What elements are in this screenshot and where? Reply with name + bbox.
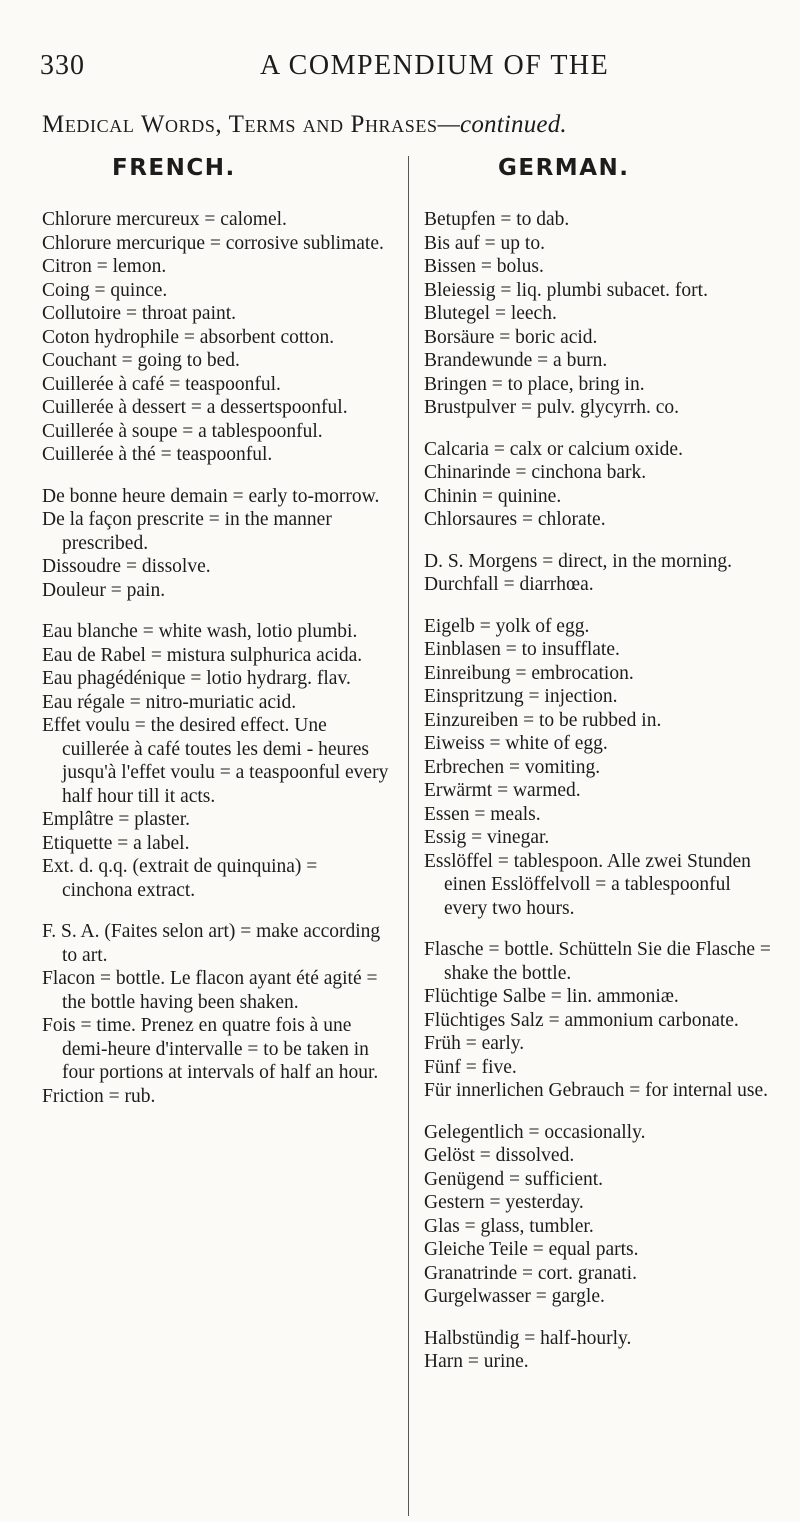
glossary-entry: Essig = vinegar. xyxy=(424,827,550,848)
glossary-entry: Erbrechen = vomiting. xyxy=(424,756,601,778)
glossary-entry: Chinarinde = cinchona bark. xyxy=(424,462,647,483)
glossary-entry: Betupfen = to dab. xyxy=(424,209,570,230)
glossary-entry: Dissoudre = dissolve. xyxy=(42,556,211,577)
glossary-entry: Fois = time. Prenez en quatre fois à une demi-heure d'intervalle = to be taken in four portions at intervals of half an hour. xyxy=(42,1015,379,1083)
glossary-entry: Eigelb = yolk of egg. xyxy=(424,615,590,637)
glossary-entry: Bringen = to place, bring in. xyxy=(424,373,645,395)
glossary-entry: Esslöffel = tablespoon. Alle zwei Stunden einen Esslöffelvoll = a tablespoonful every two hours. xyxy=(424,850,751,919)
glossary-entry: Einreibung = embrocation. xyxy=(424,662,634,684)
glossary-entry: Chlorure mercurique = corrosive sublimate. xyxy=(42,232,384,254)
glossary-entry: Halbstündig = half-hourly. xyxy=(424,1327,632,1349)
glossary-entry: Eiweiss = white of egg. xyxy=(424,733,608,754)
glossary-entry: Einspritzung = injection. xyxy=(424,686,618,707)
glossary-entry: Chlorsaures = chlorate. xyxy=(424,509,606,530)
glossary-entry: Gelegentlich = occasionally. xyxy=(424,1121,646,1143)
continued-label: —continued. xyxy=(437,111,567,138)
glossary-entry: Früh = early. xyxy=(424,1033,525,1054)
glossary-entry: Gurgelwasser = gargle. xyxy=(424,1286,605,1307)
glossary-entry: Essen = meals. xyxy=(424,803,541,825)
glossary-entry: Borsäure = boric acid. xyxy=(424,326,598,348)
page-number: 330 xyxy=(40,50,85,81)
glossary-entry: Eau blanche = white wash, lotio plumbi. xyxy=(42,621,358,642)
glossary-entry: Coing = quince. xyxy=(42,279,168,301)
glossary-entry: Für innerlichen Gebrauch = for internal use. xyxy=(424,1080,769,1101)
glossary-entry: Granatrinde = cort. granati. xyxy=(424,1262,637,1284)
glossary-entry: Einblasen = to insufflate. xyxy=(424,639,620,660)
glossary-entry: Douleur = pain. xyxy=(42,579,166,601)
glossary-entry: Flasche = bottle. Schütteln Sie die Flasche = shake the bottle. xyxy=(424,939,771,984)
glossary-entry: Cuillerée à dessert = a dessertspoonful. xyxy=(42,397,348,418)
glossary-entry: Bissen = bolus. xyxy=(424,256,544,277)
glossary-entry: Couchant = going to bed. xyxy=(42,350,240,371)
glossary-entry: Eau régale = nitro-muriatic acid. xyxy=(42,691,297,713)
glossary-entry: Cuillerée à thé = teaspoonful. xyxy=(42,444,273,465)
glossary-entry: Calcaria = calx or calcium oxide. xyxy=(424,438,683,460)
glossary-entry: Brandewunde = a burn. xyxy=(424,350,608,371)
section-title-text: Medical Words, Terms and Phrases xyxy=(42,111,438,138)
glossary-entry: Genügend = sufficient. xyxy=(424,1168,604,1190)
glossary-entry: Gestern = yesterday. xyxy=(424,1192,584,1213)
glossary-entry: Flüchtige Salbe = lin. ammoniæ. xyxy=(424,986,679,1007)
glossary-entry: Einzureiben = to be rubbed in. xyxy=(424,709,662,731)
glossary-entry: Effet voulu = the desired effect. Une cuillerée à café toutes les demi - heures jusqu'à l'effet voulu = a teaspoonful every half hour till it acts. xyxy=(42,715,389,807)
glossary-entry: Blutegel = leech. xyxy=(424,303,557,324)
glossary-entry: Bleiessig = liq. plumbi subacet. fort. xyxy=(424,279,708,301)
glossary-entry: Glas = glass, tumbler. xyxy=(424,1215,594,1237)
section-title xyxy=(42,108,782,142)
glossary-entry: De bonne heure demain = early to-morrow. xyxy=(42,485,380,507)
glossary-entry: De la façon prescrite = in the manner prescribed. xyxy=(42,509,332,554)
glossary-entry: Etiquette = a label. xyxy=(42,832,190,854)
glossary-entry: Gleiche Teile = equal parts. xyxy=(424,1239,639,1260)
glossary-entry: Brustpulver = pulv. glycyrrh. co. xyxy=(424,397,680,418)
glossary-entry: Erwärmt = warmed. xyxy=(424,780,581,801)
glossary-entry: Friction = rub. xyxy=(42,1085,156,1107)
glossary-entry: Chinin = quinine. xyxy=(424,485,562,507)
glossary-entry: Flüchtiges Salz = ammonium carbonate. xyxy=(424,1009,739,1031)
running-title: A COMPENDIUM OF THE xyxy=(260,50,610,81)
glossary-entry: Collutoire = throat paint. xyxy=(42,303,237,324)
french-column-heading: FRENCH. xyxy=(112,155,236,181)
glossary-entry: Ext. d. q.q. (extrait de quinquina) = cinchona extract. xyxy=(42,856,318,901)
glossary-entry: Eau de Rabel = mistura sulphurica acida. xyxy=(42,644,363,666)
glossary-entry: Cuillerée à soupe = a tablespoonful. xyxy=(42,420,323,442)
glossary-entry: Durchfall = diarrhœa. xyxy=(424,574,594,595)
glossary-entry: Flacon = bottle. Le flacon ayant été agité = the bottle having been shaken. xyxy=(42,968,378,1013)
glossary-entry: Coton hydrophile = absorbent cotton. xyxy=(42,326,335,348)
glossary-entry: Chlorure mercureux = calomel. xyxy=(42,209,287,230)
glossary-entry: Harn = urine. xyxy=(424,1351,529,1372)
glossary-entry: Cuillerée à café = teaspoonful. xyxy=(42,373,281,395)
glossary-entry: Fünf = five. xyxy=(424,1056,517,1078)
glossary-entry: D. S. Morgens = direct, in the morning. xyxy=(424,550,732,572)
german-column xyxy=(424,208,774,1374)
french-column xyxy=(42,208,392,1108)
glossary-entry: Bis auf = up to. xyxy=(424,232,545,254)
page-header xyxy=(40,46,760,86)
german-column-heading: GERMAN. xyxy=(498,155,630,181)
column-divider xyxy=(408,156,409,1516)
glossary-entry: Emplâtre = plaster. xyxy=(42,809,190,830)
glossary-entry: Gelöst = dissolved. xyxy=(424,1145,575,1166)
glossary-entry: Citron = lemon. xyxy=(42,256,167,277)
glossary-entry: Eau phagédénique = lotio hydrarg. flav. xyxy=(42,668,351,689)
glossary-entry: F. S. A. (Faites selon art) = make according to art. xyxy=(42,921,381,966)
